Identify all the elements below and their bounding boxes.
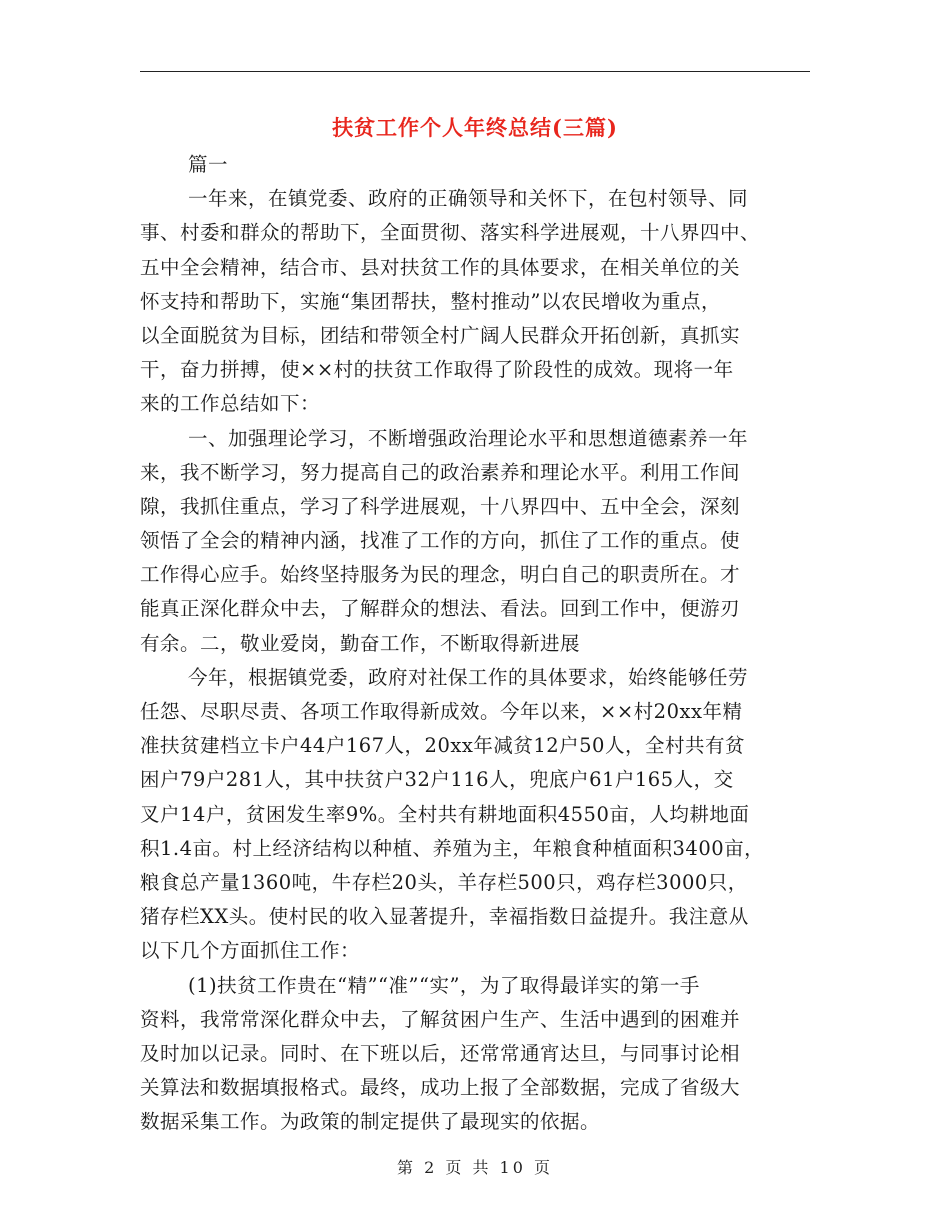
- text-line: 粮食总产量1360吨，牛存栏20头，羊存栏500只，鸡存栏3000只，: [140, 870, 748, 894]
- text-line: 猪存栏XX头。使村民的收入显著提升，幸福指数日益提升。我注意从: [140, 905, 749, 929]
- text-line: 隙，我抓住重点，学习了科学进展观，十八界四中、五中全会，深刻: [140, 494, 741, 518]
- text-line: 一、加强理论学习，不断增强政治理论水平和思想道德素养一年: [188, 426, 749, 450]
- text-line: 以下几个方面抓住工作：: [140, 939, 361, 963]
- text-line: 任怨、尽职尽责、各项工作取得新成效。今年以来，××村20xx年精: [140, 700, 743, 723]
- text-line: 困户79户281人，其中扶贫户32户116人，兜底户61户165人，交: [140, 768, 734, 792]
- text-line: 一年来，在镇党委、政府的正确领导和关怀下，在包村领导、同: [188, 187, 749, 211]
- text-line: 五中全会精神，结合市、县对扶贫工作的具体要求，在相关单位的关: [140, 255, 741, 279]
- page-footer: 第 2 页 共 10 页: [397, 1158, 553, 1177]
- header-rule: [140, 71, 810, 72]
- text-line: 数据采集工作。为政策的制定提供了最现实的依据。: [140, 1110, 601, 1134]
- text-line: 以全面脱贫为目标，团结和带领全村广阔人民群众开拓创新，真抓实: [140, 323, 741, 347]
- text-line: 有余。二，敬业爱岗，勤奋工作，不断取得新进展: [140, 631, 581, 655]
- text-line: 来，我不断学习，努力提高自己的政治素养和理论水平。利用工作间: [140, 460, 741, 484]
- document-body: [140, 148, 810, 1139]
- text-line: 怀支持和帮助下，实施“集团帮扶，整村推动”以农民增收为重点，: [140, 289, 721, 313]
- text-line: 领悟了全会的精神内涵，找准了工作的方向，抓住了工作的重点。使: [140, 529, 741, 553]
- text-line: 工作得心应手。始终坚持服务为民的理念，明白自己的职责所在。才: [140, 563, 741, 587]
- text-line: 积1.4亩。村上经济结构以种植、养殖为主，年粮食种植面积3400亩，: [140, 836, 765, 860]
- text-line: 事、村委和群众的帮助下，全面贯彻、落实科学进展观，十八界四中、: [140, 221, 761, 245]
- text-line: 资料，我常常深化群众中去，了解贫困户生产、生活中遇到的困难并: [140, 1007, 741, 1031]
- document-title: 扶贫工作个人年终总结(三篇): [332, 115, 618, 140]
- text-line: 篇一: [188, 153, 229, 176]
- text-line: 能真正深化群众中去，了解群众的想法、看法。回到工作中，便游刃: [140, 597, 741, 621]
- text-line: 干，奋力拼搏，使××村的扶贫工作取得了阶段性的成效。现将一年: [140, 358, 734, 382]
- text-line: 关算法和数据填报格式。最终，成功上报了全部数据，完成了省级大: [140, 1076, 741, 1100]
- text-line: 及时加以记录。同时、在下班以后，还常常通宵达旦，与同事讨论相: [140, 1041, 741, 1065]
- text-line: (1)扶贫工作贵在“精”“准”“实”，为了取得最详实的第一手: [188, 973, 700, 997]
- text-line: 今年，根据镇党委，政府对社保工作的具体要求，始终能够任劳: [188, 665, 749, 689]
- text-line: 准扶贫建档立卡户44户167人，20xx年减贫12户50人，全村共有贫: [140, 734, 745, 758]
- text-line: 叉户14户，贫困发生率9%。全村共有耕地面积4550亩，人均耕地面: [140, 802, 750, 826]
- text-line: 来的工作总结如下：: [140, 392, 321, 416]
